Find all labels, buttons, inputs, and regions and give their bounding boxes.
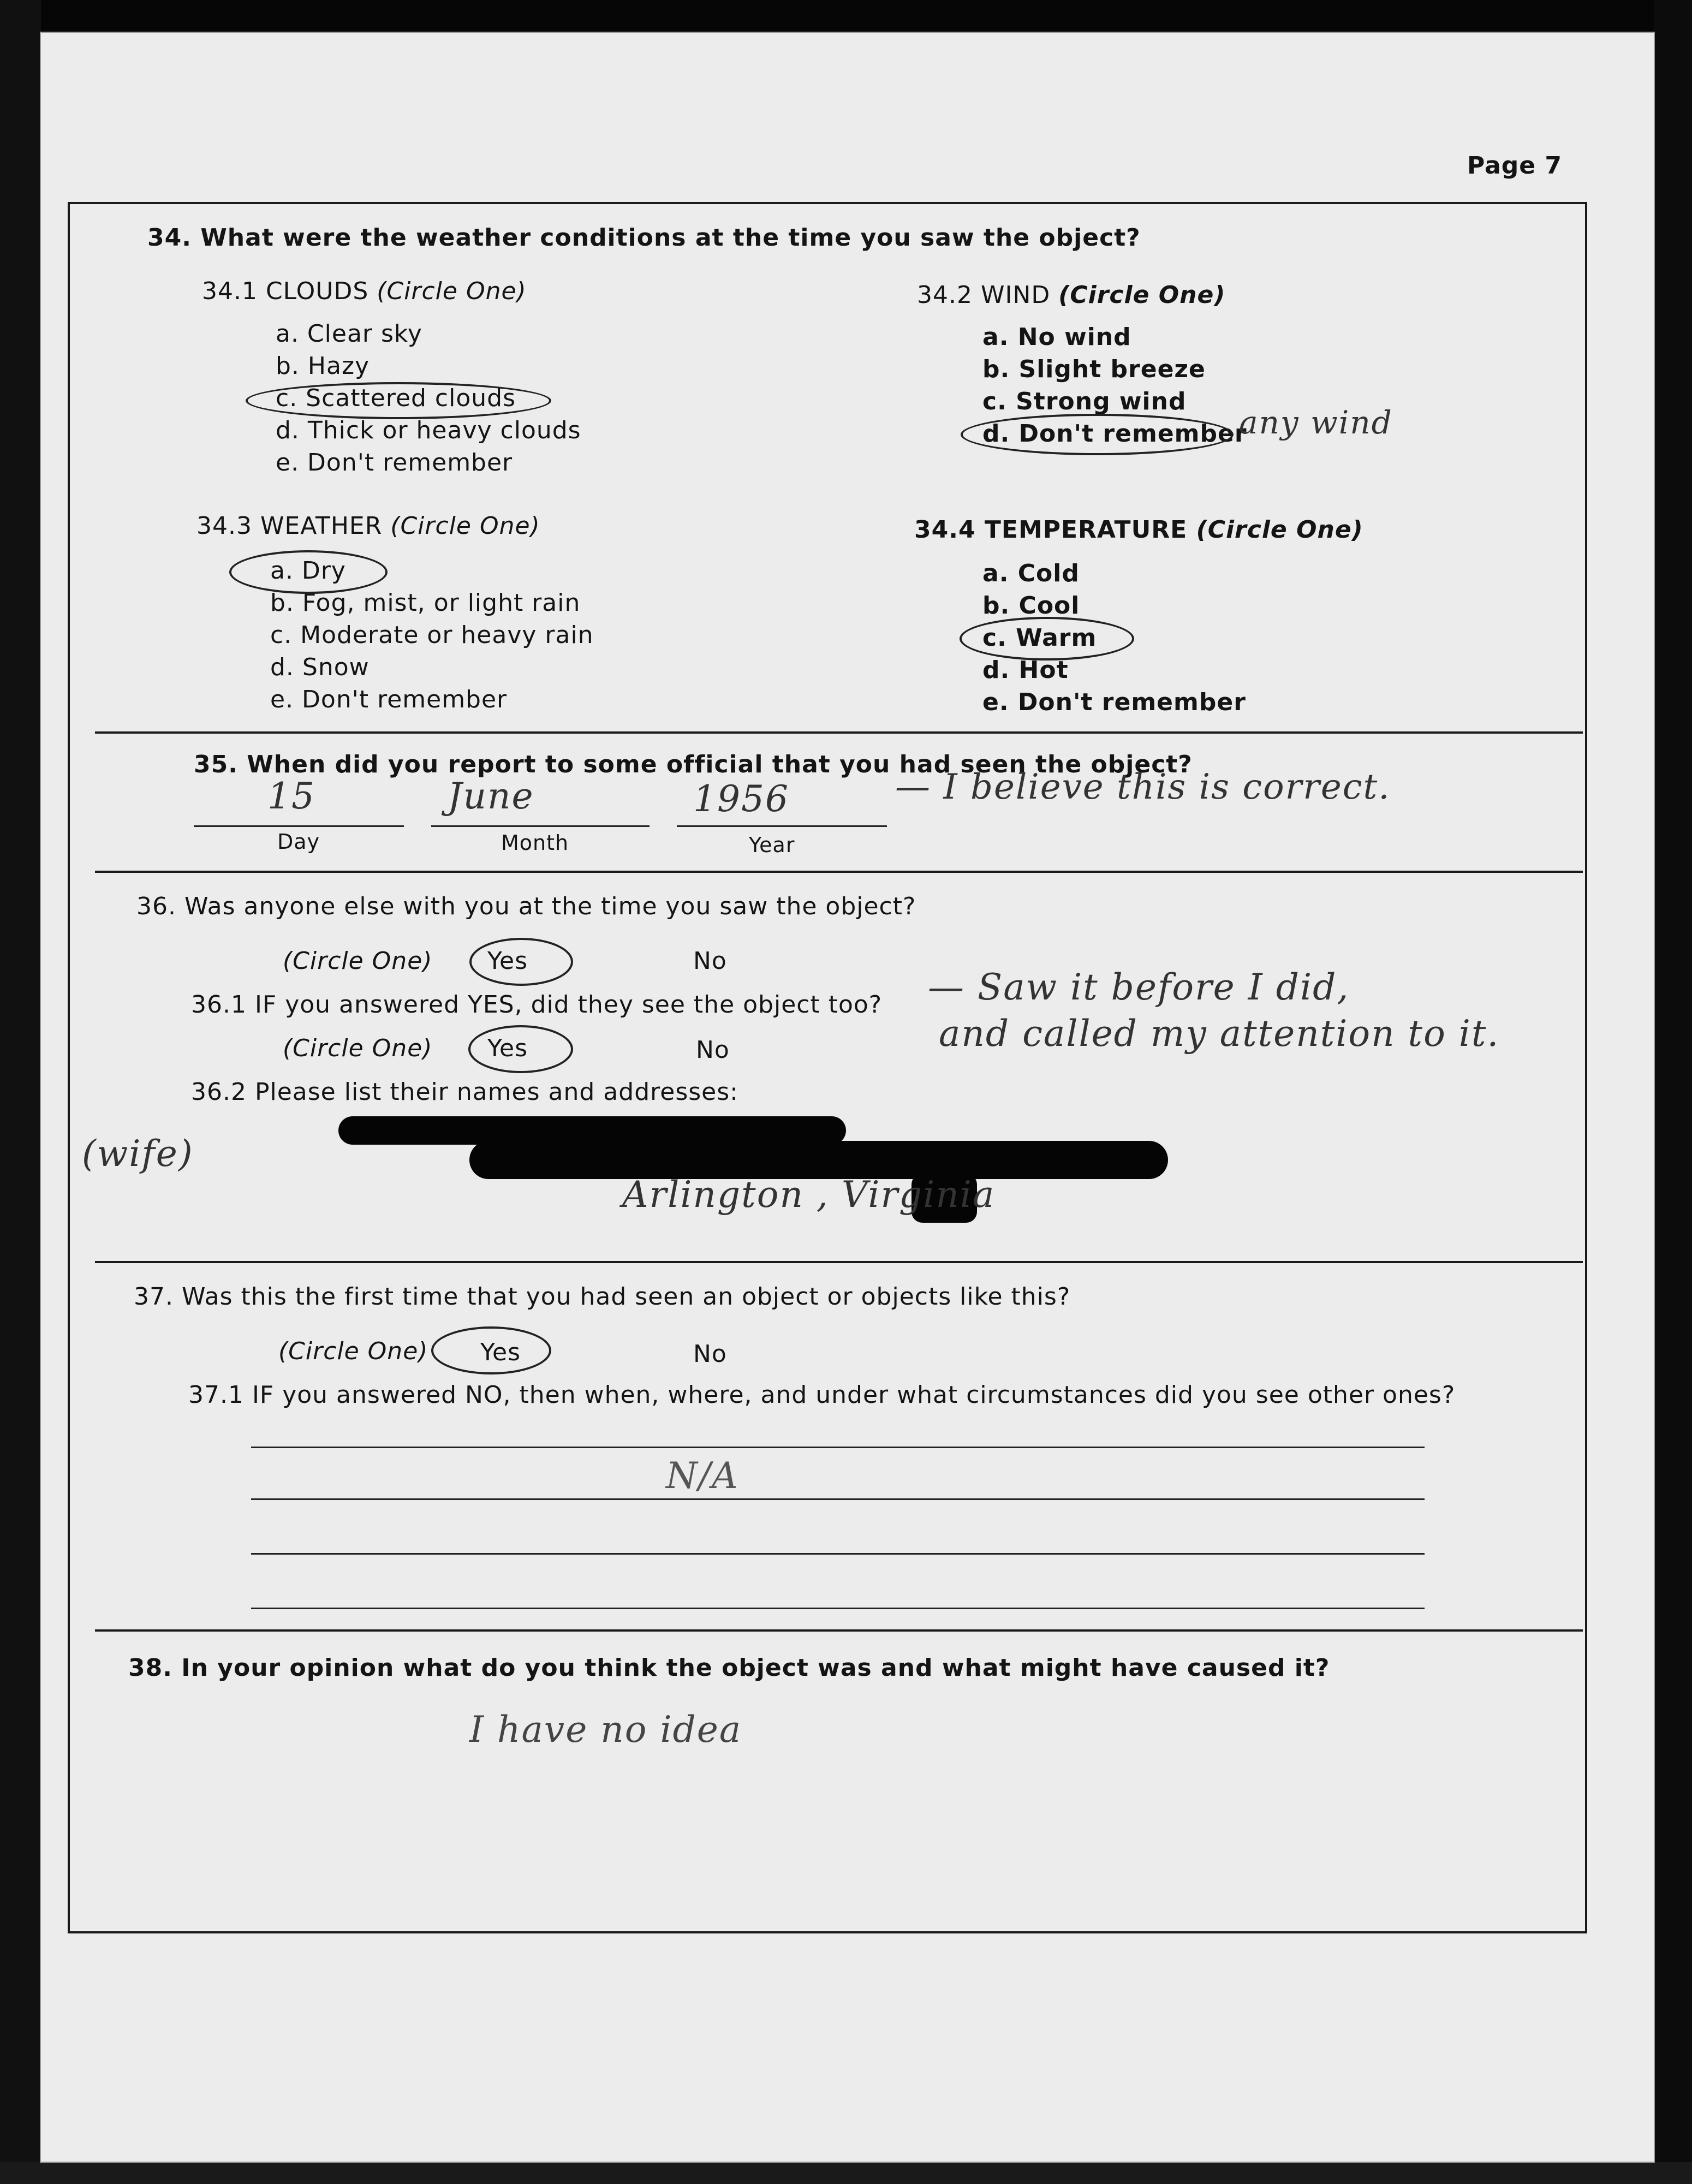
q36-no[interactable]: No bbox=[693, 947, 727, 975]
q36-selection-circle bbox=[469, 938, 573, 986]
month-label: Month bbox=[501, 831, 569, 855]
q37-no[interactable]: No bbox=[693, 1340, 727, 1368]
question-38: 38. In your opinion what do you think the object was and what might have caused it? bbox=[128, 1654, 1330, 1682]
day-label: Day bbox=[277, 830, 320, 854]
q36-1-handwritten-line1: — Saw it before I did, bbox=[928, 966, 1350, 1008]
temperature-heading-text: 34.4 TEMPERATURE bbox=[914, 516, 1188, 544]
question-37: 37. Was this the first time that you had seen an object or objects like this? bbox=[134, 1283, 1071, 1311]
clouds-option-d[interactable]: d. Thick or heavy clouds bbox=[276, 416, 581, 444]
temperature-heading bbox=[914, 516, 1363, 544]
temperature-option-c[interactable]: c. Warm bbox=[982, 624, 1097, 652]
q36-1-no[interactable]: No bbox=[696, 1036, 730, 1064]
q37-1-answer: N/A bbox=[666, 1455, 739, 1497]
report-month-value: June bbox=[448, 775, 534, 817]
question-36-1: 36.1 IF you answered YES, did they see the object too? bbox=[191, 991, 883, 1019]
question-36-2: 36.2 Please list their names and addresses: bbox=[191, 1078, 738, 1106]
day-underline bbox=[194, 825, 404, 827]
year-label: Year bbox=[749, 833, 795, 857]
weather-option-e[interactable]: e. Don't remember bbox=[270, 686, 508, 713]
clouds-option-b[interactable]: b. Hazy bbox=[276, 352, 370, 380]
wind-instruction: (Circle One) bbox=[1058, 281, 1226, 309]
wind-heading bbox=[917, 281, 1225, 309]
weather-option-b[interactable]: b. Fog, mist, or light rain bbox=[270, 589, 581, 617]
question-36: 36. Was anyone else with you at the time you saw the object? bbox=[136, 892, 916, 920]
weather-option-c[interactable]: c. Moderate or heavy rain bbox=[270, 621, 594, 649]
weather-heading-text: 34.3 WEATHER bbox=[196, 512, 383, 540]
clouds-option-e[interactable]: e. Don't remember bbox=[276, 449, 513, 477]
question-35: 35. When did you report to some official that you had seen the object? bbox=[194, 751, 1193, 778]
weather-heading bbox=[196, 512, 540, 540]
page-number: Page 7 bbox=[1467, 152, 1563, 180]
q36-2-wife-note: (wife) bbox=[82, 1133, 194, 1175]
scan-border-right bbox=[1654, 0, 1692, 2184]
clouds-instruction: (Circle One) bbox=[377, 277, 527, 305]
wind-selection-circle bbox=[961, 414, 1234, 455]
question-37-1: 37.1 IF you answered NO, then when, where, and under what circumstances did you see other ones? bbox=[188, 1381, 1456, 1409]
divider-36 bbox=[95, 871, 1583, 873]
q37-1-answer-line-4 bbox=[251, 1608, 1425, 1609]
wind-option-c[interactable]: c. Strong wind bbox=[982, 388, 1187, 415]
wind-option-b[interactable]: b. Slight breeze bbox=[982, 355, 1206, 383]
clouds-option-c[interactable]: c. Scattered clouds bbox=[276, 384, 516, 412]
temperature-option-b[interactable]: b. Cool bbox=[982, 592, 1080, 620]
clouds-selection-circle bbox=[246, 382, 551, 419]
wind-option-d[interactable]: d. Don't remember bbox=[982, 420, 1247, 448]
clouds-heading-text: 34.1 CLOUDS bbox=[202, 277, 369, 305]
year-underline bbox=[677, 825, 887, 827]
report-handwritten-note: — I believe this is correct. bbox=[895, 767, 1391, 807]
report-day-value: 15 bbox=[267, 775, 315, 817]
q36-circle-one: (Circle One) bbox=[283, 947, 433, 975]
clouds-option-a[interactable]: a. Clear sky bbox=[276, 320, 422, 348]
temperature-selection-circle bbox=[960, 617, 1134, 660]
q36-1-handwritten-line2: and called my attention to it. bbox=[939, 1013, 1500, 1055]
divider-37 bbox=[95, 1261, 1583, 1263]
temperature-option-e[interactable]: e. Don't remember bbox=[982, 688, 1246, 716]
weather-option-d[interactable]: d. Snow bbox=[270, 653, 370, 681]
q37-yes[interactable]: Yes bbox=[480, 1338, 521, 1366]
q37-1-answer-line-1 bbox=[251, 1447, 1425, 1448]
weather-selection-circle bbox=[229, 550, 388, 594]
weather-option-a[interactable]: a. Dry bbox=[270, 557, 346, 585]
report-year-value: 1956 bbox=[693, 778, 789, 820]
q38-answer: I have no idea bbox=[469, 1709, 742, 1751]
q36-1-selection-circle bbox=[468, 1025, 573, 1073]
q37-circle-one: (Circle One) bbox=[278, 1337, 428, 1365]
divider-38 bbox=[95, 1629, 1583, 1632]
month-underline bbox=[431, 825, 650, 827]
q36-1-circle-one: (Circle One) bbox=[283, 1034, 433, 1062]
wind-handwritten-note: any wind bbox=[1239, 404, 1393, 441]
divider-35 bbox=[95, 731, 1583, 734]
q36-2-address-note: Arlington , Virginia bbox=[622, 1174, 996, 1216]
temperature-option-a[interactable]: a. Cold bbox=[982, 560, 1080, 587]
q37-1-answer-line-3 bbox=[251, 1553, 1425, 1555]
temperature-option-d[interactable]: d. Hot bbox=[982, 656, 1069, 684]
q37-selection-circle bbox=[431, 1326, 551, 1374]
q36-1-yes[interactable]: Yes bbox=[487, 1034, 528, 1062]
scan-border-bottom bbox=[0, 2162, 1692, 2184]
temperature-instruction: (Circle One) bbox=[1196, 516, 1363, 544]
wind-option-a[interactable]: a. No wind bbox=[982, 323, 1131, 351]
wind-heading-text: 34.2 WIND bbox=[917, 281, 1051, 309]
clouds-heading bbox=[202, 277, 527, 305]
q36-yes[interactable]: Yes bbox=[487, 947, 528, 975]
question-34: 34. What were the weather conditions at the time you saw the object? bbox=[147, 224, 1141, 252]
scan-border-left bbox=[0, 0, 41, 2184]
q37-1-answer-line-2 bbox=[251, 1498, 1425, 1500]
weather-instruction: (Circle One) bbox=[390, 512, 540, 540]
scan-border-top bbox=[0, 0, 1692, 33]
